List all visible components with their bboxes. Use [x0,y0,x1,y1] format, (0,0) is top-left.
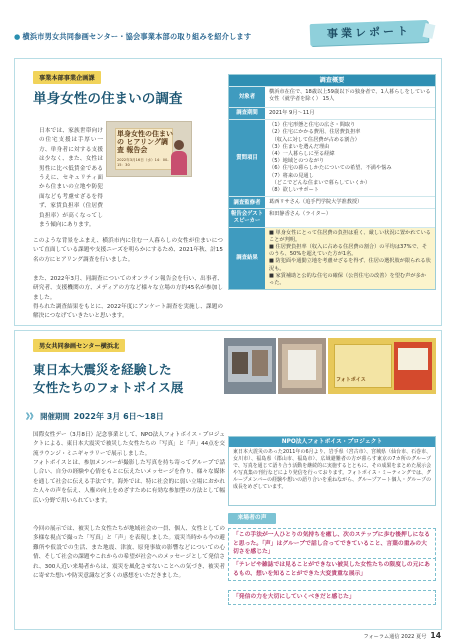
summary-value: 横浜市在住で、18歳以上59歳以下の独身者で、1人暮らしをしている女性（就学者を除く） 15人 [265,87,435,107]
summary-label: 調査期間 [229,108,265,119]
visitor-quote: 「発信の力を大切にしていくべきだと感じた」 [228,590,436,605]
page-number: 14 [430,631,441,640]
summary-value: 葛西リサさん（追手門学院大学准教授） [265,197,435,208]
article-paragraph: 日本では、家族世帯向けの住宅支援は手厚い一方、単身者に対する支援は少なく、また、女性は男性に比べ低賃金であるうえに、セキュリティ面から住まいの立地や防犯面なども考慮せざるを得ず、家賃負担率（住居費負担率）が高くなってしまう傾向にあります。 [39,128,103,229]
article-paragraph: フォトボイスとは、参加メンバーが撮影した写真を持ち寄ってグループで話し合い、自分の経験や心情をもとに伝えたいメッセージを作り、様々な媒体を通して社会に伝える手法です。海外では、特に社会的に弱い立場におかれた人々の声を伝え、人権の向上をめざすために有効な参加型の方法として幅広い分野で用いられています。 [33,460,225,504]
summary-head: 調査概要 [229,75,435,86]
article-paragraph: 今回の展示では、被災した女性たちが地域社会の一員、個人、女性としての多様な視点で撮った「写真」と「声」を表現しました。震災当時から今の避難所や仮設での生活、また地震、津波、原発事故の影響などについての心情、そして社会の課題やこれからの希望が社会へのメッセージとして発信され、300人近い来場者からは、震災を風化させないことへの気づき、被災者に寄せた想いや防災意識など多くの感想をいただきました。 [33,526,225,580]
chevrons-icon: 》》 [26,412,38,421]
article-badge: 男女共同参画センター横浜北 [33,339,125,352]
summary-label: 質問項目 [229,120,265,196]
summary-row [229,196,435,208]
article-title: 単身女性の住まいの調査 [33,91,183,107]
exhibition-period [26,411,164,422]
summary-value: 和田静香さん（ライター） [265,209,435,226]
header-title [14,32,251,42]
npo-info-box [228,436,436,506]
presenter-figure [171,140,187,176]
summary-row [229,227,435,290]
article-title-line1: 東日本大震災を経験した [33,362,172,377]
page-footer [364,631,441,640]
period-date: 2022年 3月 6日～18日 [73,412,164,421]
bullet-icon: ● [14,32,21,41]
slide-date: 2022年3月16日（水）14：00-15：30 [117,158,169,167]
exhibition-photos [224,338,436,394]
summary-row [229,208,435,226]
exhibition-photo [328,338,436,394]
slide-title: 単身女性の住まいの ヒアリング調査 報告会 [117,130,173,155]
summary-row [229,86,435,107]
npo-text: 東日本大震災のあった2011年の6月より、岩手県（宮古市）、宮城県（仙台市、石巻市、女川市）、福島県（郡山市、福島市）、広域避難者の方が暮らす東京の7カ所のグループで、写真を通じて語り合う活動を継続的に実施するとともに、その成果をまとめた展示会や写真集の刊行などにより発信を行っております。フォトボイス・ミーティングでは、グループメンバーの経験や想いの語り合いを重ねながら、グループアート個人・グループの成長をめざしています。 [233,449,431,490]
exhibition-photo [224,338,276,394]
article-paragraph: 得られた調査結果をもとに、2022年度にアンケート調査を実施し、課題の解決につなげていきたいと思います。 [33,304,223,320]
summary-label: 調査監修者 [229,197,265,208]
article-title-line2: 女性たちのフォトボイス展 [33,380,184,395]
summary-value: （1）住宅形態と住宅の広さ・間取り （2）住宅にかかる費用、住居費負担率 （収入に対して住居費が占める割合） （3）住まいを選んだ理由 （4）一人暮らしに至る経緯 （5）地域とのつながり （6）住宅の暮らしかたについての希望、不満や悩み （7）将来の見通し （どこでどんな住まいで暮らしていくか） （8）欲しいサポート [265,120,435,196]
visitor-voices-badge: 来場者の声 [228,513,276,524]
summary-label: 対象者 [229,87,265,107]
visitor-quote: 「テレビや雑誌では見ることができない被災した女性たちの限度しの元にあるもの、想いを知ることができた大変貴重な展示」 [228,558,436,581]
article-paragraph: このような背景をふまえ、横浜市内に住む一人暮らしの女性が住まいについて直面している課題や支援ニーズを明らかにするため、2021年秋、計15名の方にヒアリング調査を行いました。 [33,238,223,263]
npo-head: NPO法人フォトボイス・プロジェクト [229,437,435,447]
article-paragraph: 国際女性デー（3月8日）記念事業として、NPO法人フォトボイス・プロジェクトによる、東日本大震災で被災した女性たちの「写真」と「声」44点を交流ラウンジ・ミニギャラリーで展示しました。 [33,432,225,457]
summary-row [229,119,435,196]
report-meeting-photo [106,121,192,177]
summary-label: 報告会ゲストスピーカー [229,209,265,226]
article-badge: 事業本部事業企画課 [33,71,101,84]
exhibition-photo [278,338,326,394]
summary-row [229,107,435,119]
survey-summary-table [228,74,436,290]
photo-caption: フォトボイス [336,377,366,383]
summary-label: 調査結果 [229,228,265,290]
article-paragraph: また、2022年3月、同調査についてのオンライン報告会を行い、出事者、研究者、支援機関の方、メディアの方など様々な立場の方約45名が参加しました。 [33,276,223,301]
page-header [0,0,455,50]
section-tag: 事業レポート [310,20,429,46]
visitor-quote: 「この手法が一人ひとりの気持ちを癒し、次のステップに歩む後押しになると思った。「声」はグループで話し合ってできていること、言葉の重みの大切さを感じた」 [228,528,436,560]
summary-value: 2021年 9月～11月 [265,108,435,119]
period-label: 開催期間 [40,412,70,421]
publication-name: フォーラム通信 2022 夏号 [363,634,427,640]
header-title-text: 横浜市男女共同参画センター・協会事業本部の取り組みを紹介します [22,32,252,41]
summary-value: ■ 単身女性にとって住居費の負担は重く、厳しい状況に置かれていることが判明。 ■ 住居費負担率（収入に占める住居費の割合）の平均は37%で、そのうち、50%を超えていた方が1名。 ■ 防犯面や通勤立地を考慮せざるを得ず、住居の選択肢が限られる状況も。 ■ 家賃補助と公的な住宅の確保（公営住宅の改善）を望む声が多かった。 [265,228,435,290]
